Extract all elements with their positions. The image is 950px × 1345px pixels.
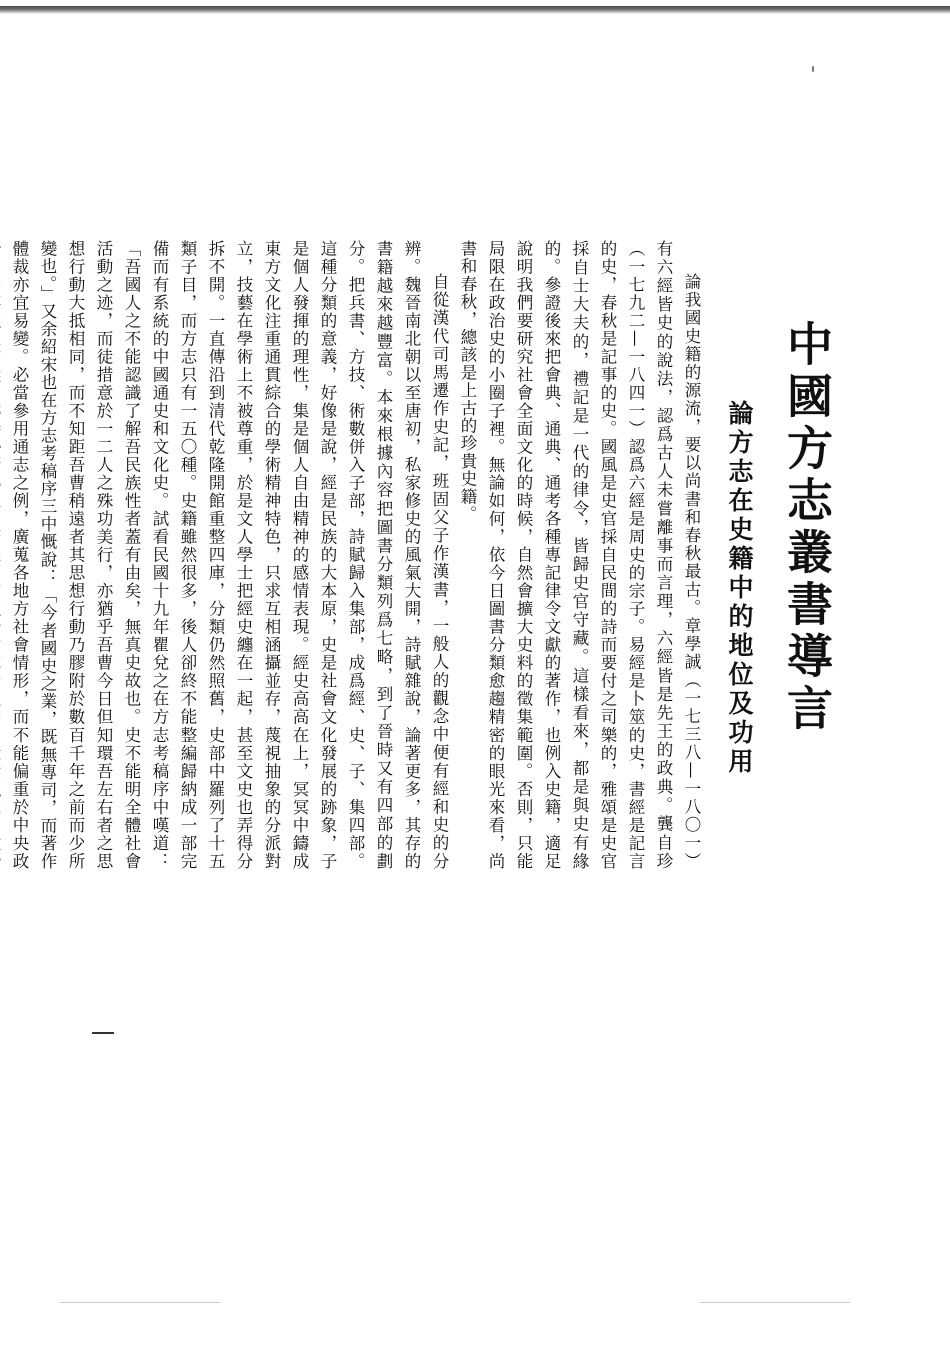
document-subtitle: 論方志在史籍中的地位及功用 bbox=[725, 400, 754, 777]
paragraph-2: 自從漢代司馬遷作史記，班固父子作漢書，一般人的觀念中便有經和史的分辨。魏晉南北朝以至唐初，私家修史的風氣大開，詩賦雜說，論著更多，其存的書籍越來越豐富。本來根據內容把圖書分類列爲七略，到了晉時又有四部的劃分。把兵書、方技、術數併入子部，詩賦歸入集部，成爲經、史、子、集四部。這種分類的意義，好像是說，經是民族的大本原，史是社會文化發展的跡象，子是個人發揮的理性，集是個人自由精神的感情表現。經史高高在上，冥冥中鑄成東方文化注重通貫綜合的學術精神特色，只求互相涵攝並存，蔑視抽象的分派對立，技藝在學術上不被尊重，於是文人學士把經史纏在一起，甚至文史也弄得分拆不開。一直傳沿到清代乾隆開館重整四庫，分類仍然照舊，史部中羅列了十五類子目，而方志只有一五〇種。史籍雖然很多，後人卻終不能整編歸納成一部完備而有系統的中國通史和文化史。試看民國十九年瞿兌之在方志考稿序中嘆道：「吾國人之不能認識了解吾民族性者蓋有由矣，無真史故也。史不能明全體社會活動之迹，而徒措意於一二人之殊功美行，亦猶乎吾曹今日但知環吾左右者之思想行動大抵相同，而不知距吾曹稍遠者其思想行動乃膠附於數百千年之前而少所變也。」又余紹宋也在方志考稿序三中慨說：「今者國史之業，既無專司，而著作體裁亦宜易變。必當參用通志之例，廣蒐各地方社會情形，而不能偏重於中央政 bbox=[10, 240, 449, 870]
scan-speck bbox=[700, 1302, 850, 1303]
margin-mark bbox=[92, 1032, 114, 1034]
paragraph-1: 論我國史籍的源流，要以尚書和春秋最古。章學誠（一七三八—一八〇一）有六經皆史的說法，認爲古人未嘗離事而言理，六經皆是先王的政典。龔自珍（一七九二—一八四一）認爲六經是周史的宗子。易經是卜筮的史，書經是記言的史，春秋是記事的史。國風是史官採自民間的詩而要付之司樂的，雅頌是史官採自士大夫的，禮記是一代的律令，皆歸史官守藏。這樣看來，都是與史有緣的。參證後來把會典、通典、通考各種專記律令文獻的著作，也例入史籍，適足說明我們要研究社會全面文化的時候，自然會擴大史料的徵集範圍。否則，只能局限在政治史的小圈子裡。無論如何，依今日圖書分類愈趨精密的眼光來看，尚書和春秋，總該是上古的珍貴史籍。 bbox=[458, 240, 701, 870]
page-content bbox=[10, 220, 834, 1200]
document-body bbox=[10, 240, 705, 870]
scan-speck bbox=[812, 66, 814, 72]
scan-speck bbox=[60, 1302, 220, 1303]
scan-top-edge bbox=[0, 6, 950, 14]
document-title: 中國方志叢書導言 bbox=[780, 320, 834, 736]
